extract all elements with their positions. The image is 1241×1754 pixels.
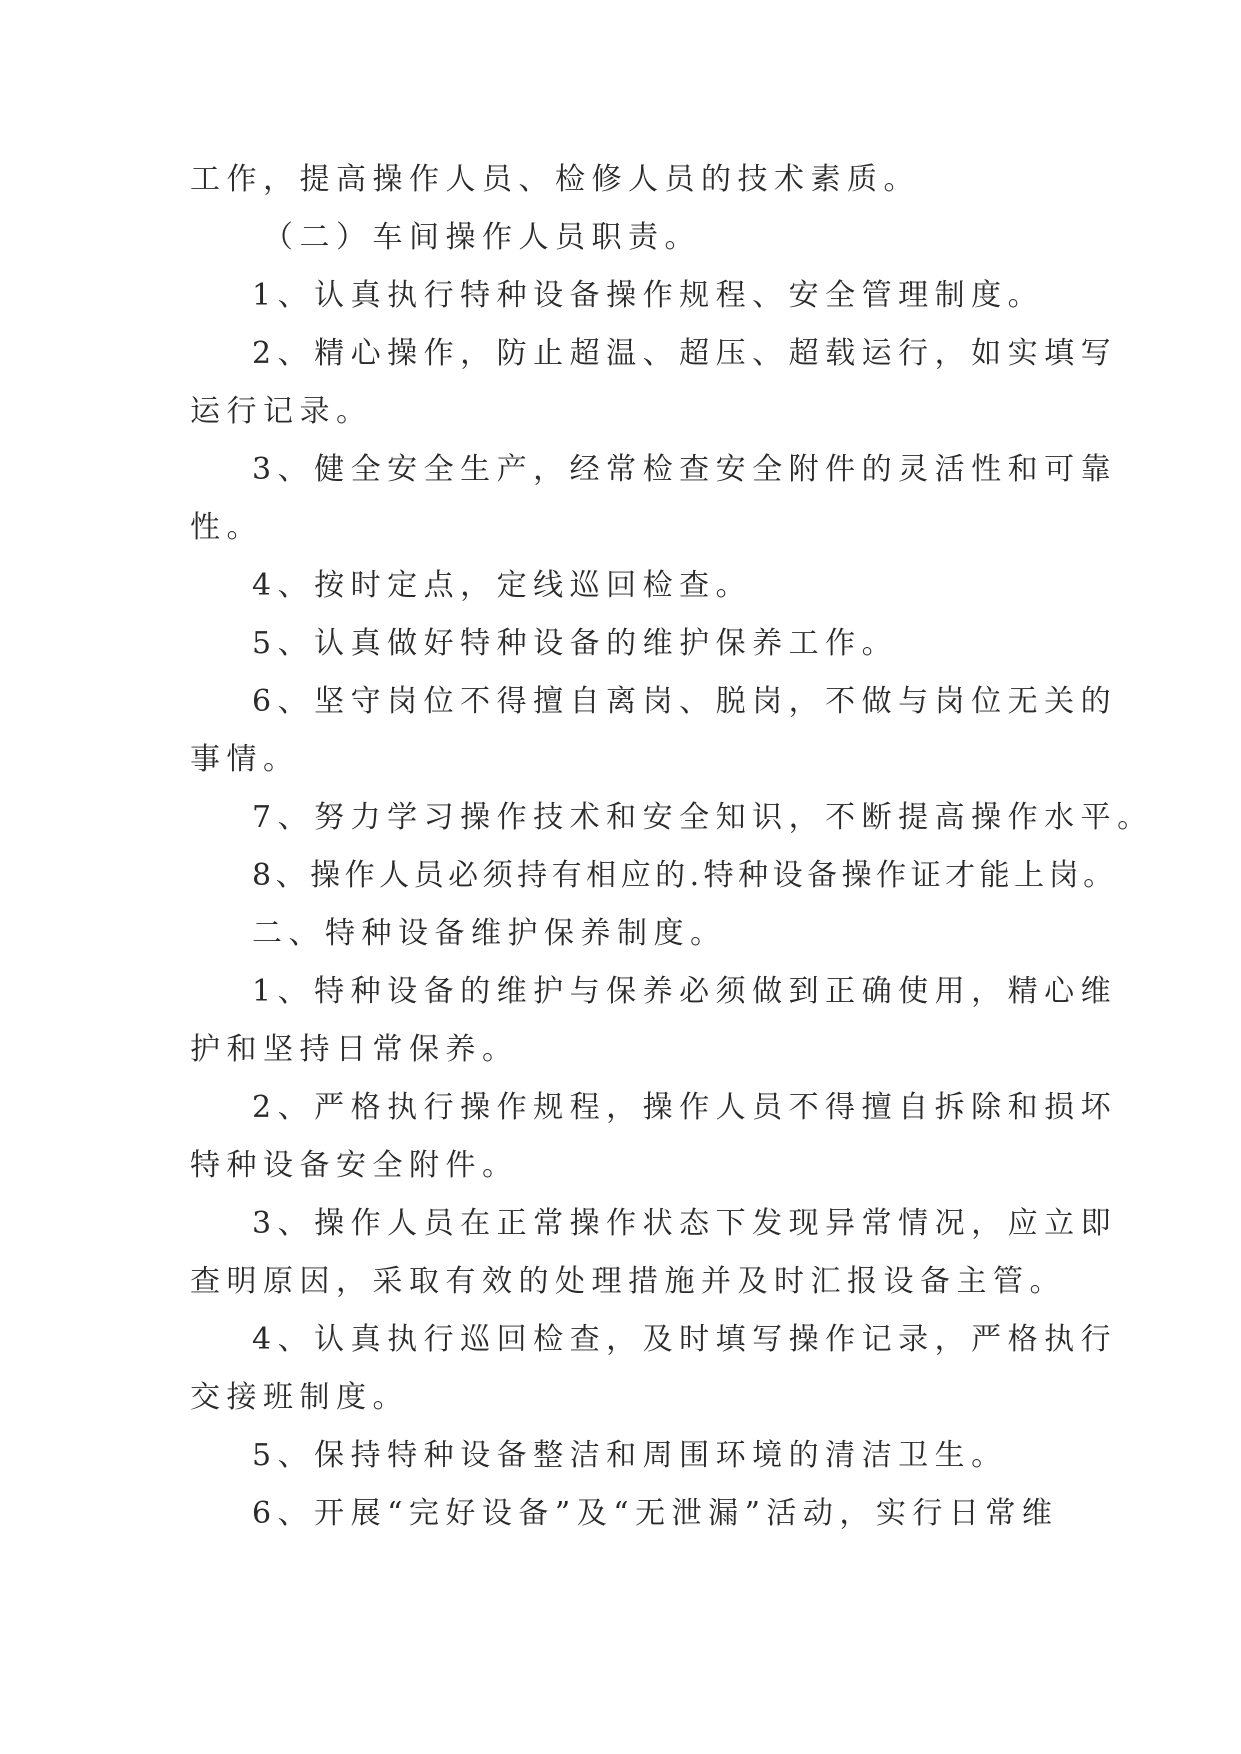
list-item: 4、按时定点，定线巡回检查。	[252, 568, 753, 603]
text-line: 交接班制度。	[190, 1380, 409, 1415]
list-item: 1、认真执行特种设备操作规程、安全管理制度。	[252, 278, 1045, 313]
text-line: 查明原因，采取有效的处理措施并及时汇报设备主管。	[190, 1264, 1066, 1299]
section-heading: 二、特种设备维护保养制度。	[252, 916, 727, 951]
text-line: 特种设备安全附件。	[190, 1148, 519, 1183]
list-item: 6、开展“完好设备”及“无泄漏”活动，实行日常维	[252, 1496, 1059, 1531]
list-item: 8、操作人员必须持有相应的.特种设备操作证才能上岗。	[252, 858, 1118, 893]
list-item: 4、认真执行巡回检查，及时填写操作记录，严格执行	[252, 1322, 1118, 1357]
list-item: 1、特种设备的维护与保养必须做到正确使用，精心维	[252, 974, 1118, 1009]
list-item: 2、严格执行操作规程，操作人员不得擅自拆除和损坏	[252, 1090, 1118, 1125]
section-heading: （二）车间操作人员职责。	[263, 220, 701, 255]
list-item: 3、健全安全生产，经常检查安全附件的灵活性和可靠	[252, 452, 1118, 487]
list-item: 3、操作人员在正常操作状态下发现异常情况，应立即	[252, 1206, 1118, 1241]
text-line: 护和坚持日常保养。	[190, 1032, 519, 1067]
list-item: 5、保持特种设备整洁和周围环境的清洁卫生。	[252, 1438, 1008, 1473]
text-line: 运行记录。	[190, 394, 373, 429]
text-line: 工作，提高操作人员、检修人员的技术素质。	[190, 162, 920, 197]
text-line: 事情。	[190, 742, 300, 777]
list-item: 2、精心操作，防止超温、超压、超载运行，如实填写	[252, 336, 1118, 371]
list-item: 7、努力学习操作技术和安全知识，不断提高操作水平。	[252, 800, 1154, 835]
list-item: 6、坚守岗位不得擅自离岗、脱岗，不做与岗位无关的	[252, 684, 1118, 719]
text-line: 性。	[190, 510, 263, 545]
list-item: 5、认真做好特种设备的维护保养工作。	[252, 626, 899, 661]
